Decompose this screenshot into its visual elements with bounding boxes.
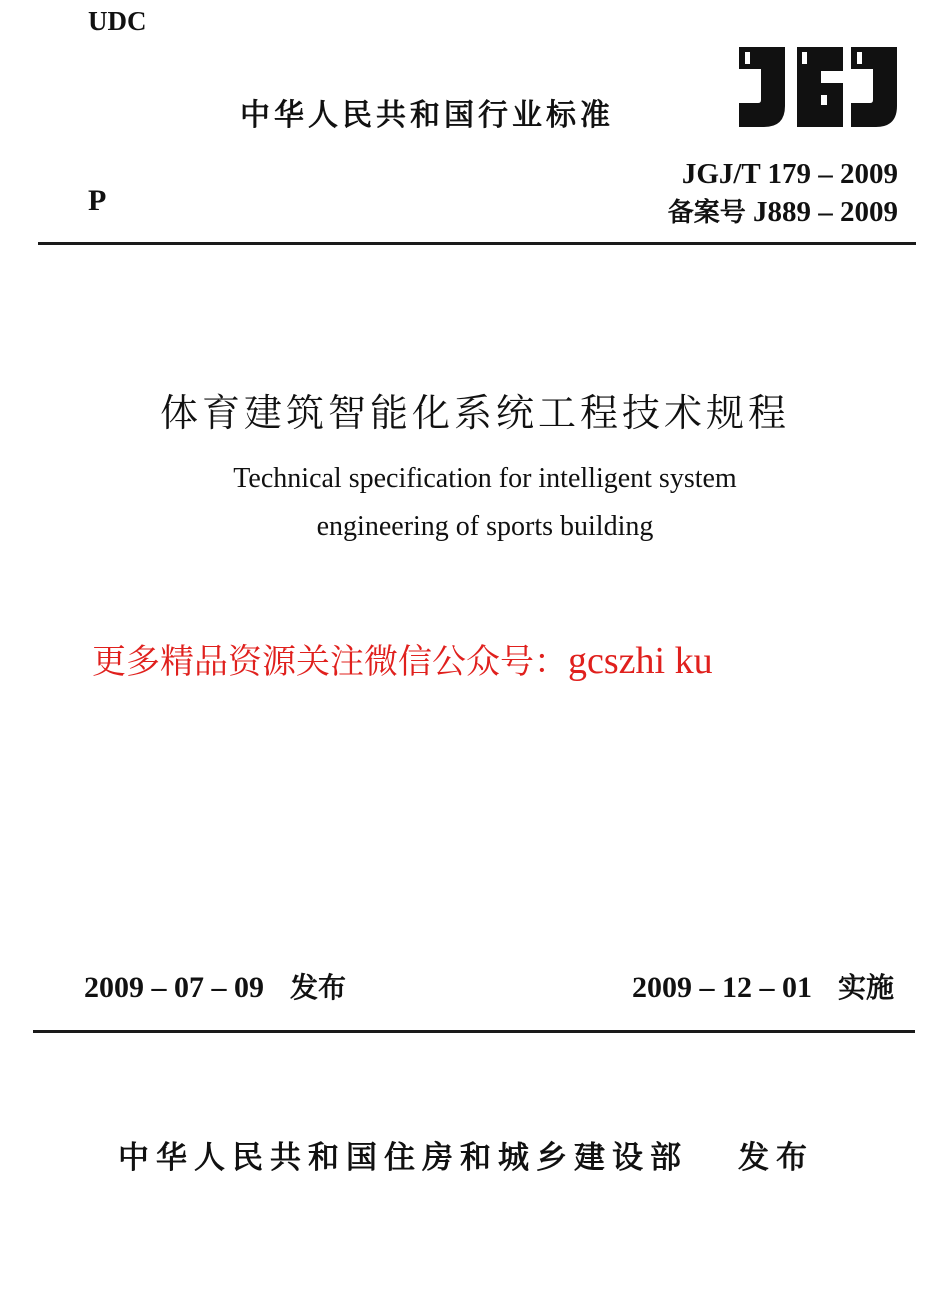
top-divider: [38, 242, 916, 245]
standard-type: 中华人民共和国行业标准: [240, 98, 614, 133]
title-chinese: 体育建筑智能化系统工程技术规程: [159, 391, 790, 435]
implement-date-block: [632, 966, 894, 1006]
category-label: P: [88, 184, 107, 217]
wechat-account: gcszhi ku: [568, 640, 713, 682]
standard-number-block: [668, 155, 898, 232]
title-english: [0, 455, 950, 551]
record-number-line: [668, 193, 898, 232]
standard-number: JGJ/T 179 – 2009: [681, 158, 898, 190]
issue-label: 发布: [290, 971, 347, 1004]
publisher-action: 发布: [738, 1140, 814, 1176]
bottom-divider: [33, 1030, 915, 1033]
wechat-notice-text: 更多精品资源关注微信公众号：: [92, 642, 568, 682]
wechat-notice: [92, 634, 713, 683]
record-number: J889 – 2009: [753, 196, 898, 228]
title-english-line-2: engineering of sports building: [316, 511, 654, 542]
issue-date-block: [84, 966, 346, 1006]
implement-label: 实施: [837, 971, 894, 1004]
record-prefix: 备案号: [667, 198, 746, 228]
issue-date: 2009 – 07 – 09: [84, 971, 264, 1004]
publisher-name: 中华人民共和国住房和城乡建设部: [118, 1140, 688, 1176]
publisher-line: [118, 1132, 814, 1177]
jgj-logo: [732, 40, 902, 132]
title-english-line-1: Technical specification for intelligent system: [233, 463, 737, 494]
udc-label: UDC: [88, 6, 147, 36]
implement-date: 2009 – 12 – 01: [631, 971, 812, 1004]
